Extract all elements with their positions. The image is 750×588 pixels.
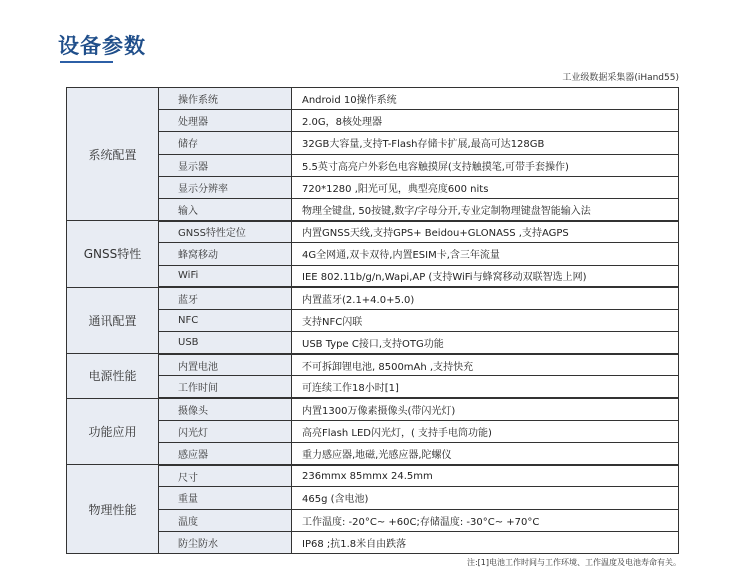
- spec-item-value: 支持NFC闪联: [292, 309, 679, 331]
- spec-item-value: 高亮Flash LED闪光灯，( 支持手电筒功能): [292, 420, 679, 442]
- spec-row: [67, 332, 679, 354]
- category-cell: 物理性能: [67, 465, 159, 554]
- spec-item-label: 重量: [159, 487, 292, 509]
- spec-item-label: NFC: [159, 309, 292, 331]
- category-cell: 系统配置: [67, 88, 159, 221]
- spec-row: [67, 243, 679, 265]
- spec-row: [67, 88, 679, 110]
- spec-row: [67, 376, 679, 398]
- spec-item-value: 5.5英寸高亮户外彩色电容触摸屏(支持触摸笔,可带手套操作): [292, 154, 679, 176]
- spec-row: [67, 509, 679, 531]
- category-cell: 通讯配置: [67, 287, 159, 354]
- spec-item-value: 4G全网通,双卡双待,内置ESIM卡,含三年流量: [292, 243, 679, 265]
- category-cell: 功能应用: [67, 398, 159, 465]
- spec-row: [67, 221, 679, 243]
- spec-row: [67, 443, 679, 465]
- spec-row: [67, 309, 679, 331]
- category-cell: 电源性能: [67, 354, 159, 398]
- spec-item-label: 蓝牙: [159, 287, 292, 309]
- spec-item-label: 内置电池: [159, 354, 292, 376]
- footnote: 注:[1]电池工作时间与工作环境、工作温度及电池寿命有关。: [466, 558, 681, 567]
- spec-row: [67, 176, 679, 198]
- spec-item-value: 720*1280 ,阳光可见，典型亮度600 nits: [292, 176, 679, 198]
- spec-item-label: 蜂窝移动: [159, 243, 292, 265]
- spec-item-value: 不可拆卸锂电池, 8500mAh ,支持快充: [292, 354, 679, 376]
- category-cell: GNSS特性: [67, 221, 159, 288]
- spec-row: [67, 110, 679, 132]
- spec-item-value: 可连续工作18小时[1]: [292, 376, 679, 398]
- spec-item-label: WiFi: [159, 265, 292, 287]
- spec-item-label: 防尘防水: [159, 531, 292, 553]
- spec-item-label: 处理器: [159, 110, 292, 132]
- spec-item-label: 摄像头: [159, 398, 292, 420]
- spec-item-label: 温度: [159, 509, 292, 531]
- spec-item-value: IP68 ;抗1.8米自由跌落: [292, 531, 679, 553]
- spec-row: [67, 132, 679, 154]
- spec-item-label: 感应器: [159, 443, 292, 465]
- spec-item-value: Android 10操作系统: [292, 88, 679, 110]
- spec-item-label: 显示器: [159, 154, 292, 176]
- spec-item-label: 显示分辨率: [159, 176, 292, 198]
- product-name: 工业级数据采集器(iHand55): [562, 73, 679, 83]
- spec-item-label: 输入: [159, 198, 292, 220]
- spec-table: [66, 87, 679, 554]
- spec-row: [67, 465, 679, 487]
- spec-row: [67, 287, 679, 309]
- spec-item-value: 重力感应器,地磁,光感应器,陀螺仪: [292, 443, 679, 465]
- spec-row: [67, 487, 679, 509]
- spec-item-value: 工作温度: -20°C~ +60C;存储温度: -30°C~ +70°C: [292, 509, 679, 531]
- spec-item-value: 32GB大容量,支持T-Flash存储卡扩展,最高可达128GB: [292, 132, 679, 154]
- spec-item-value: IEE 802.11b/g/n,Wapi,AP (支持WiFi与蜂窝移动双联智选上网): [292, 265, 679, 287]
- spec-item-value: 内置1300万像素摄像头(带闪光灯): [292, 398, 679, 420]
- spec-item-value: 236mmx 85mmx 24.5mm: [292, 465, 679, 487]
- spec-item-value: 内置GNSS天线,支持GPS+ Beidou+GLONASS ,支持AGPS: [292, 221, 679, 243]
- spec-item-label: 储存: [159, 132, 292, 154]
- spec-row: [67, 531, 679, 553]
- spec-item-value: 465g (含电池): [292, 487, 679, 509]
- spec-row: [67, 420, 679, 442]
- spec-row: [67, 354, 679, 376]
- spec-item-value: 物理全键盘, 50按键,数字/字母分开,专业定制物理键盘智能输入法: [292, 198, 679, 220]
- spec-row: [67, 154, 679, 176]
- spec-item-label: 操作系统: [159, 88, 292, 110]
- spec-item-label: USB: [159, 332, 292, 354]
- spec-item-label: 闪光灯: [159, 420, 292, 442]
- title-underline: [60, 61, 113, 63]
- spec-item-label: 尺寸: [159, 465, 292, 487]
- spec-item-value: 2.0G，8核处理器: [292, 110, 679, 132]
- spec-row: [67, 198, 679, 220]
- spec-row: [67, 265, 679, 287]
- spec-item-value: USB Type C接口,支持OTG功能: [292, 332, 679, 354]
- spec-item-label: GNSS特性定位: [159, 221, 292, 243]
- spec-item-label: 工作时间: [159, 376, 292, 398]
- spec-row: [67, 398, 679, 420]
- page-title: 设备参数: [58, 34, 146, 58]
- spec-item-value: 内置蓝牙(2.1+4.0+5.0): [292, 287, 679, 309]
- spec-table-body: [67, 88, 679, 554]
